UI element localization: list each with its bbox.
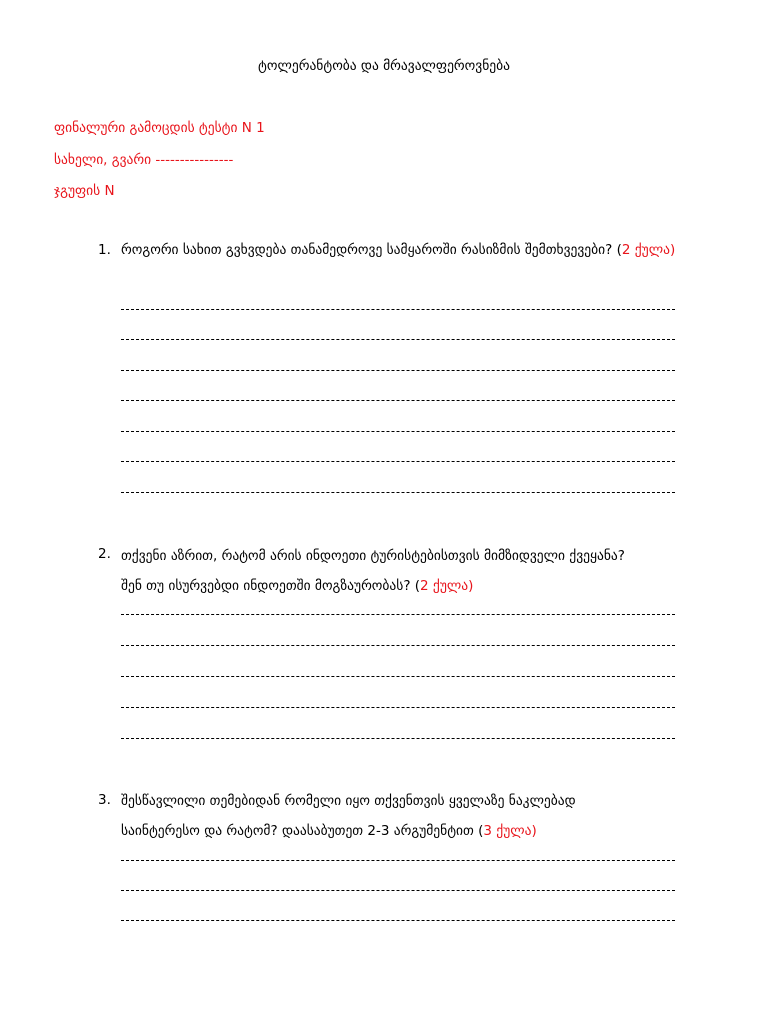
answer-line[interactable] bbox=[121, 920, 675, 921]
name-label: სახელი, გვარი ---------------- bbox=[54, 152, 234, 168]
question-1-points: 2 ქულა bbox=[621, 242, 670, 258]
answer-line[interactable] bbox=[121, 461, 675, 462]
answer-line[interactable] bbox=[121, 339, 675, 340]
question-2-text bbox=[121, 541, 681, 601]
answer-line[interactable] bbox=[121, 738, 675, 739]
question-3-number: 3. bbox=[98, 792, 111, 808]
answer-line[interactable] bbox=[121, 370, 675, 371]
question-3-points: 3 ქულა bbox=[483, 823, 532, 839]
question-2-prompt-line1: თქვენი აზრით, რატომ არის ინდოეთი ტურისტებისთვის მიმზიდველი ქვეყანა? bbox=[121, 548, 625, 564]
question-1-number: 1. bbox=[98, 242, 111, 258]
question-3-points-close: ) bbox=[531, 823, 537, 839]
answer-line[interactable] bbox=[121, 676, 675, 677]
question-3-text bbox=[121, 786, 681, 846]
answer-line[interactable] bbox=[121, 431, 675, 432]
question-2-points: 2 ქულა bbox=[420, 578, 469, 594]
question-1-text bbox=[121, 235, 681, 265]
answer-line[interactable] bbox=[121, 309, 675, 310]
answer-line[interactable] bbox=[121, 707, 675, 708]
test-label: ფინალური გამოცდის ტესტი N 1 bbox=[54, 120, 265, 136]
question-2-prompt-line2-wrap bbox=[121, 571, 681, 601]
group-label: ჯგუფის N bbox=[54, 183, 115, 199]
answer-line[interactable] bbox=[121, 492, 675, 493]
question-2-prompt-line2: შენ თუ ისურვებდი ინდოეთში მოგზაურობას? ( bbox=[121, 578, 421, 594]
question-2-points-close: ) bbox=[468, 578, 474, 594]
answer-line[interactable] bbox=[121, 860, 675, 861]
answer-line[interactable] bbox=[121, 645, 675, 646]
answer-line[interactable] bbox=[121, 614, 675, 615]
question-3-prompt-line1: შესწავლილი თემებიდან რომელი იყო თქვენთვის ყველაზე ნაკლებად bbox=[121, 793, 576, 809]
question-2-number: 2. bbox=[98, 546, 111, 562]
question-1-points-close: ) bbox=[669, 242, 676, 258]
question-1-prompt: როგორი სახით გვხვდება თანამედროვე სამყაროში რასიზმის შემთხვევები? ( bbox=[121, 242, 622, 258]
answer-line[interactable] bbox=[121, 400, 675, 401]
answer-line[interactable] bbox=[121, 890, 675, 891]
question-3-prompt-line2: საინტერესო და რატომ? დაასაბუთეთ 2-3 არგუმენტით ( bbox=[121, 823, 484, 839]
question-3-prompt-line2-wrap bbox=[121, 816, 681, 846]
document-title: ტოლერანტობა და მრავალფეროვნება bbox=[258, 58, 510, 74]
